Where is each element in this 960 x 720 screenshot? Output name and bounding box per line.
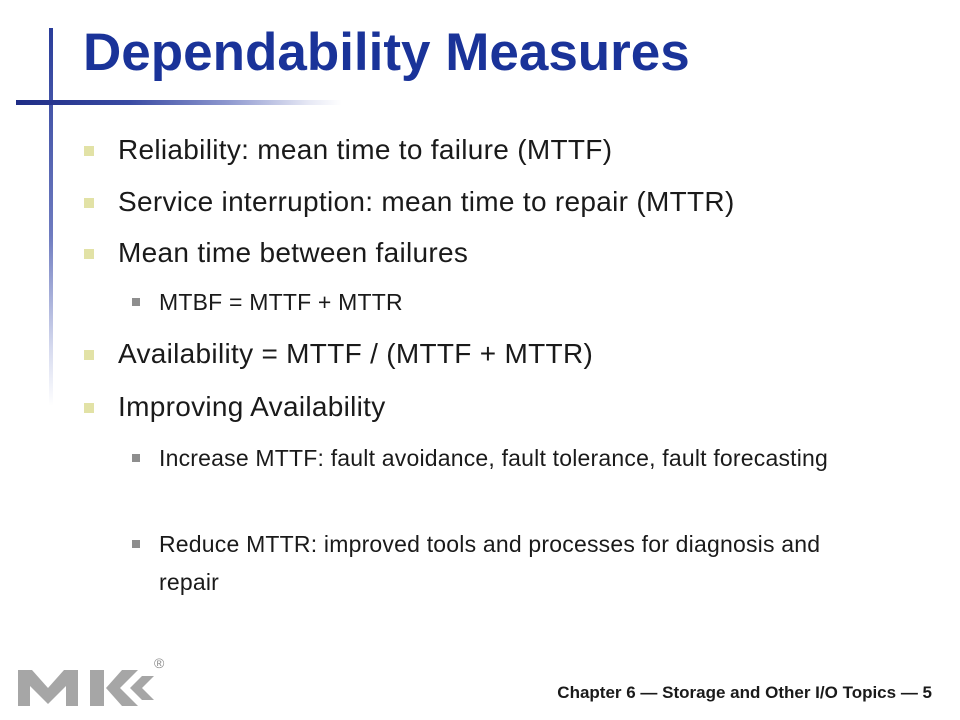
sub-bullet-marker [132, 298, 140, 306]
bullet-text: Mean time between failures [118, 237, 469, 268]
sub-bullet-text: Increase MTTF: fault avoidance, fault tolerance, fault forecasting [159, 445, 829, 471]
sub-bullet-item [159, 525, 879, 601]
bullet-item [118, 338, 593, 370]
bullet-marker [84, 146, 94, 156]
registered-mark: ® [154, 655, 165, 671]
bullet-item [118, 391, 386, 423]
horizontal-accent-line [16, 100, 342, 105]
slide-footer: Chapter 6 — Storage and Other I/O Topics — 5 [557, 683, 932, 702]
bullet-text: Availability = MTTF / (MTTF + MTTR) [118, 338, 594, 369]
bullet-item [118, 134, 612, 166]
bullet-marker [84, 403, 94, 413]
sub-bullet-text: Reduce MTTR: improved tools and processes for diagnosis and repair [159, 531, 821, 595]
bullet-marker [84, 249, 94, 259]
sub-bullet-item [159, 283, 403, 321]
bullet-text: Improving Availability [118, 391, 386, 422]
vertical-accent-line [49, 28, 53, 406]
bullet-marker [84, 350, 94, 360]
mk-logo-icon [18, 654, 178, 710]
sub-bullet-marker [132, 454, 140, 462]
bullet-item [118, 186, 735, 218]
bullet-text: Service interruption: mean time to repair (MTTR) [118, 186, 735, 217]
slide-title: Dependability Measures [83, 23, 690, 82]
sub-bullet-item [159, 439, 929, 477]
sub-bullet-text: MTBF = MTTF + MTTR [159, 289, 403, 315]
bullet-marker [84, 198, 94, 208]
bullet-text: Reliability: mean time to failure (MTTF) [118, 134, 613, 165]
sub-bullet-marker [132, 540, 140, 548]
bullet-item [118, 237, 468, 269]
